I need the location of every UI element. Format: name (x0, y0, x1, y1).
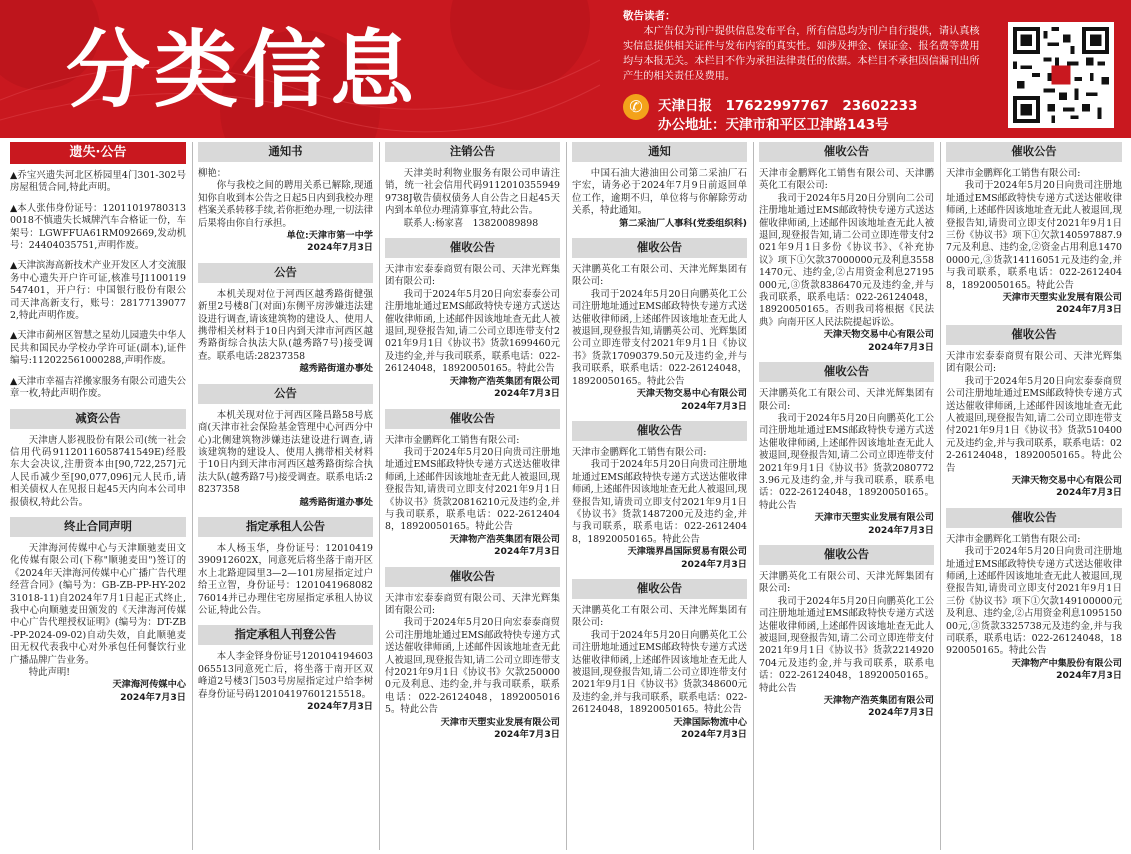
notice-body: 我司于2024年5月20日分别向二公司注册地址通过EMS邮政特快专递方式送达催收律师函,上述邮件因该地址查无此人被退回,现登报告知,请二公司立即连带支付2021年9月1日多份《协议书》、《补充协议》项下①欠款37000000元及利息35581470元、违约金,②占用资金利息27195000元,③货款8386470元及违约金,并与我司联系，联系电话：022-26124048，18920050165。否则我司将根据《民法典》向南开区人民法院提起诉讼。 (759, 192, 934, 328)
notice-body: 我司于2024年5月20日向宏泰泰商贸公司注册地址通过EMS邮政特快专递方式送达催收律师函,上述邮件因该地址查无此人被退回,现登报告知,请二公司立即连带支付2021年9月1日《协议书》货款510400元及违约金,并与我司联系，联系电话：022-26124048，18920050165。特此公告 (946, 375, 1122, 474)
notice-recipient: 天津市宏泰泰商贸有限公司、天津光辉集团有限公司: (385, 264, 560, 288)
notice-body: 本机关现对位于河西区越秀路街健强新里2号楼8门(对面)东侧平房涉嫌违法建设进行调查,请该建筑物的建设人、使用人携带相关材料于10日内到天津市河西区越秀路街综合执法大队(越秀路7号)接受调查。联系电话:28237358 (198, 288, 373, 362)
notice-body: 我司于2024年5月20日向鹏英化工公司注册地址通过EMS邮政特快专递方式送达催收律师函,上述邮件因该地址查无此人被退回,现登报告知,请二公司立即连带支付2021年9月1日《协议书》货款20807723.96元及违约金,并与我司联系，联系电话：022-26124048，18920050165。特此公告 (759, 412, 934, 511)
column-divider (753, 142, 754, 850)
section-heading-collection: 催收公告 (572, 579, 747, 599)
section-heading-collection: 催收公告 (572, 421, 747, 441)
notice-signature: 天津天物交易中心有限公司 (1011, 474, 1122, 486)
notice-signature: 天津天物交易中心有限公司 (636, 388, 747, 400)
notice-signature: 天津物产中集股份有限公司 (1011, 657, 1122, 669)
section-heading-collection: 催收公告 (759, 362, 934, 382)
classified-banner (0, 0, 1131, 138)
notice-body: 中国石油大港油田公司第二采油厂石宇宏，请务必于2024年7月9日前返回单位工作，逾期不归，单位将与你解除劳动关系，特此通知。 (572, 168, 747, 217)
notice-signature: 天津天物交易中心有限公司 (823, 329, 934, 341)
column-1 (10, 142, 186, 850)
section-heading-collection: 催收公告 (946, 325, 1122, 345)
notice-body: 我司于2024年5月20日向宏泰泰商贸公司注册地址通过EMS邮政特快专递方式送达催收律师函,上述邮件因该地址查无此人被退回,现登报告知,请二公司立即连带支付2021年9月1日《协议书》欠款2500000元及利息、违约金,并与我司联系，联系电话：022-26124048，18920050165。特此公告 (385, 617, 560, 716)
notice-signature: 天津物产浩英集团有限公司 (449, 375, 560, 387)
notice-date: 2024年7月3日 (1056, 304, 1122, 316)
page-title-logo: 分类信息 (66, 21, 419, 119)
notice-signature: 天津市天塑实业发展有限公司 (440, 716, 560, 728)
notice-body: 天津海河传媒中心与天津顺驰麦田文化传媒有限公司(下称"顺驰麦田")签订的《2024年天津海河传媒中心广播广告代理经营合同》(编号为：GB-ZB-PP-HY-20231018-11)自2024年7月1日起正式终止,我中心向顺驰麦田颁发的《天津海河传媒中心广告代理授权证明》(编号为：DT-ZB-PP-2024-09-02)自动失效，自此顺驰麦田无权代表我中心对外承包任何餐饮行业广播品牌广告业务。 (10, 542, 186, 666)
notice-body: 本广告仅为刊户提供信息发布平台，所有信息均为刊户自行提供，请认真核实信息提供相关证件与发布内容的真实性。如涉及押金、保证金、报名费等费用均与本报无关。本栏目不作为承担法律责任的依据。本栏目不承担因信漏刊出所产生的相关责任及费用。 (623, 26, 980, 82)
notice-body: 你与我校之间的聘用关系已解除,现通知你自收到本公告之日起5日内到我校办理档案关系转移手续,若你拒绝办理,一切法律后果将由你自行承担。 (198, 180, 373, 229)
notice-body: 我司于2024年5月20日向宏泰泰公司注册地址通过EMS邮政特快专递方式送达催收律师函,上述邮件因该地址查无此人被退回,现登报告知,请二公司立即连带支付2021年9月1日《协议书》货款1699460元及违约金,并与我司联系，联系电话：022-26124048，18920050165。特此公告 (385, 288, 560, 375)
section-heading-tenant-publication: 指定承租人刊登公告 (198, 625, 373, 645)
notice-signature: 天津物产浩英集团有限公司 (823, 695, 934, 707)
notice-signature: 天津海河传媒中心 (112, 679, 186, 691)
notice-date: 2024年7月3日 (681, 558, 747, 570)
list-item: ▲天津市幸福吉祥搬家服务有限公司遗失公章一枚,特此声明作废。 (10, 375, 186, 400)
section-heading-capital-reduction: 减资公告 (10, 409, 186, 429)
section-heading-notification: 通知书 (198, 142, 373, 162)
column-4 (572, 142, 747, 850)
notice-body: 天津唐人影视股份有限公司(统一社会信用代码91120116058741549E)经股东大会决议,注册资本由[90,722,257]元人民币减少至[90,077,096]元人民币,请相关债权人在见报日起45天内向本公司申报债权,特此公告。 (10, 434, 186, 508)
notice-date: 2024年7月3日 (307, 242, 373, 254)
list-item: ▲天津滨海高新技术产业开发区人才交流服务中心遗失开户许可证,核准号J1100119547401，开户行：中国银行股份有限公司天津高新支行，账号：281771390772,特此声明作废。 (10, 260, 186, 322)
notice-recipient: 天津市金鹏辉化工销售有限公司、天津鹏英化工有限公司: (759, 168, 934, 192)
section-heading-announcement: 公告 (198, 384, 373, 404)
notice-recipient: 天津鹏英化工有限公司、天津光辉集团有限公司: (572, 264, 747, 288)
notice-date: 2024年7月3日 (868, 707, 934, 719)
notice-signature: 越秀路街道办事处 (299, 363, 373, 375)
notice-date: 2024年7月3日 (681, 729, 747, 741)
column-divider (192, 142, 193, 850)
column-divider (379, 142, 380, 850)
notice-tail: 特此声明! (28, 667, 71, 678)
column-divider (940, 142, 941, 850)
notice-date: 2024年7月3日 (1056, 670, 1122, 682)
notice-body: 我司于2024年5月20日向鹏英化工公司注册地址通过EMS邮政特快专递方式送达催收律师函,上述邮件因该地址查无此人被退回,现登报告知,请二公司立即连带支付2021年9月1日《协议书》货款2214920704元及违约金,并与我司联系，联系电话：022-26124048，18920050165。特此公告 (759, 595, 934, 694)
phone-icon: ✆ (623, 94, 649, 120)
notice-body: 我司于2024年5月20日向贵司注册地址通过EMS邮政特快专递方式送达催收律师函,上述邮件因该地址查无此人被退回,现登报告知,请贵司立即支付2021年9月1日三份《协议书》项下①欠款140597887.97元及利息、违约金,②资金占用利息14700000元,③货款14116051元及违约金,并与我司联系，联系电话：022-26124048，18920050165。特此公告 (946, 180, 1122, 291)
notice-body: 本人李金铎身份证号120104194603065513同意死亡后，将坐落于南开区双峰道2号楼3门503号房屋指定过户给李树春身份证号码120104197601215518。 (198, 651, 373, 700)
section-heading-contract-termination: 终止合同声明 (10, 517, 186, 537)
notice-signature: 天津物产浩英集团有限公司 (449, 533, 560, 545)
notice-body: 本人杨玉华，身份证号：120104193909126​02X，同意死后将坐落于南开区水上北路迎园里3—2—101房屋指定过户给王立智，身份证号：120104196808276014并已办理住宅房屋指定承租人协议公证,特此公告。 (198, 542, 373, 616)
notice-signature: 天津市天塑实业发展有限公司 (814, 512, 934, 524)
section-heading-notice: 通知 (572, 142, 747, 162)
section-heading-collection: 催收公告 (572, 238, 747, 258)
section-heading-announcement: 公告 (198, 263, 373, 283)
section-heading-collection: 催收公告 (946, 508, 1122, 528)
notice-date: 2024年7月3日 (868, 341, 934, 353)
notice-date: 2024年7月3日 (494, 729, 560, 741)
notice-body: 我司于2024年5月20日向鹏英化工公司注册地址通过EMS邮政特快专递方式送达催收律师函,上述邮件因该地址查无此人被退回,现登报告知,请二公司立即连带支付2021年9月1日《协议书》货款348600元及违约金,并与我司联系，联系电话：022-26124048，18920050165。特此公告 (572, 629, 747, 716)
notice-recipient: 天津市金鹏辉化工销售有限公司: (572, 446, 707, 458)
notice-recipient: 天津鹏英化工有限公司、天津光辉集团有限公司: (759, 570, 934, 595)
section-heading-collection: 催收公告 (759, 545, 934, 565)
notice-date: 2024年7月3日 (681, 400, 747, 412)
notice-signature: 第二采油厂人事科(党委组织科) (619, 217, 747, 229)
notice-recipient: 天津鹏英化工有限公司、天津光辉集团有限公司: (759, 388, 934, 412)
column-divider (566, 142, 567, 850)
section-heading-tenant: 指定承租人公告 (198, 517, 373, 537)
list-item: ▲天津市蓟州区智慧之星幼儿园遗失中华人民共和国民办学校办学许可证(副本),证件编号:112022561000288,声明作废。 (10, 330, 186, 367)
section-heading-collection: 催收公告 (385, 238, 560, 258)
reader-notice (623, 9, 983, 84)
column-6 (946, 142, 1122, 850)
notice-signature: 天津国际物流中心 (673, 716, 747, 728)
notice-recipient: 天津鹏英化工有限公司、天津光辉集团有限公司: (572, 604, 747, 629)
section-heading-collection: 催收公告 (946, 142, 1122, 162)
notice-title: 敬告读者： (623, 10, 676, 22)
section-heading-lost: 遗失·公告 (10, 142, 186, 164)
notice-recipient: 天津市宏泰泰商贸有限公司、天津光辉集团有限公司: (946, 350, 1122, 375)
notice-signature: 越秀路街道办事处 (299, 496, 373, 508)
notice-date: 2024年7月3日 (494, 546, 560, 558)
notice-date: 2024年7月3日 (120, 691, 186, 703)
section-heading-collection: 催收公告 (385, 409, 560, 429)
qr-code-icon[interactable] (1008, 22, 1114, 128)
section-heading-collection: 催收公告 (759, 142, 934, 162)
section-heading-deregistration: 注销公告 (385, 142, 560, 162)
notice-body: 我司于2024年5月20日向贵司注册地址通过EMS邮政特快专递方式送达催收律师函,上述邮件因该地址查无此人被退回,现登报告知,请贵司立即支付2021年9月1日三份《协议书》项下①欠款149100000元及利息、违约金,②占用资金利息109515000元,③货款3325738元及违约金,并与我司联系，联系电话：022-26124048，18920050165。特此公告 (946, 546, 1122, 657)
notice-signature: 单位:天津市第一中学 (286, 230, 373, 242)
notice-recipient: 天津市金鹏辉化工销售有限公司: (946, 168, 1081, 179)
notice-body: 本机关现对位于河西区隆昌路58号底商(天津市社会保险基金管理中心河西分中心)北侧建筑物涉嫌违法建设进行调查,请该建筑物的建设人、使用人携带相关材料于10日内到天津市河西区越秀路街综合执法大队(越秀路7号)接受调查。联系电话:28237358 (198, 409, 373, 496)
notice-recipient: 天津市金鹏辉化工销售有限公司: (946, 533, 1081, 545)
notice-signature: 天津瑞界昌国际贸易有限公司 (627, 546, 747, 558)
notice-date: 2024年7月3日 (307, 701, 373, 712)
contact-address: 办公地址：天津市和平区卫津路143号 (658, 117, 889, 133)
notice-body: 天津美时利物业服务有限公司申请注销，统一社会信用代码91120103559499738J敬告债权债务人自公告之日起45天内到本单位办理清算事宜,特此公告。 (385, 168, 560, 217)
notice-recipient: 天津市宏泰泰商贸有限公司、天津光辉集团有限公司: (385, 592, 560, 616)
contact-phone: 天津日报 17622997767 23602233 (658, 98, 918, 114)
notice-body: 我司于2024年5月20日向鹏英化工公司注册地址通过EMS邮政特快专递方式送达催收律师函,上述邮件因该地址查无此人被退回,现登报告知,请鹏英公司、光辉集团公司立即连带支付2021年9月1日《协议书》货款17090379.50元及违约金,并与我司联系，联系电话：022-26124048，18920050165。特此公告 (572, 288, 747, 387)
notice-date: 2024年7月3日 (1056, 487, 1122, 499)
notice-contact: 联系人:杨家喜 13820089898 (403, 217, 539, 229)
list-item: ▲本人张伟身份证号：120110197803130018不慎遗失长城牌汽车合格证一份，车架号：LGWFFUA61RM092669,发动机号：24404035751,声明作废。 (10, 202, 186, 252)
notice-recipient: 天津市金鹏辉化工销售有限公司: (385, 434, 520, 446)
column-2 (198, 142, 373, 850)
column-5 (759, 142, 934, 850)
notice-date: 2024年7月3日 (868, 524, 934, 536)
notice-body: 我司于2024年5月20日向贵司注册地址通过EMS邮政特快专递方式送达催收律师函,上述邮件因该地址查无此人被退回,现登报告知,请贵司立即支付2021年9月1日《协议书》货款1487200元及违约金,并与我司联系，联系电话：022-26124048，18920050165。特此公告 (572, 459, 747, 545)
list-item: ▲乔宝兴遗失河北区桥园里4门301-302号房屋租赁合同,特此声明。 (10, 170, 186, 194)
column-3 (385, 142, 560, 850)
notice-signature: 天津市天塑实业发展有限公司 (1002, 292, 1122, 304)
notice-greeting: 柳艳： (198, 168, 227, 179)
notice-date: 2024年7月3日 (494, 388, 560, 400)
notice-body: 我司于2024年5月20日向贵司注册地址通过EMS邮政特快专递方式送达催收律师函,上述邮件因该地址查无此人被退回,现登报告知,请贵司立即支付2021年9月1日《协议书》货款20816210元及违约金,并与我司联系，联系电话：022-26124048，18920050165。特此公告 (385, 446, 560, 533)
section-heading-collection: 催收公告 (385, 567, 560, 587)
